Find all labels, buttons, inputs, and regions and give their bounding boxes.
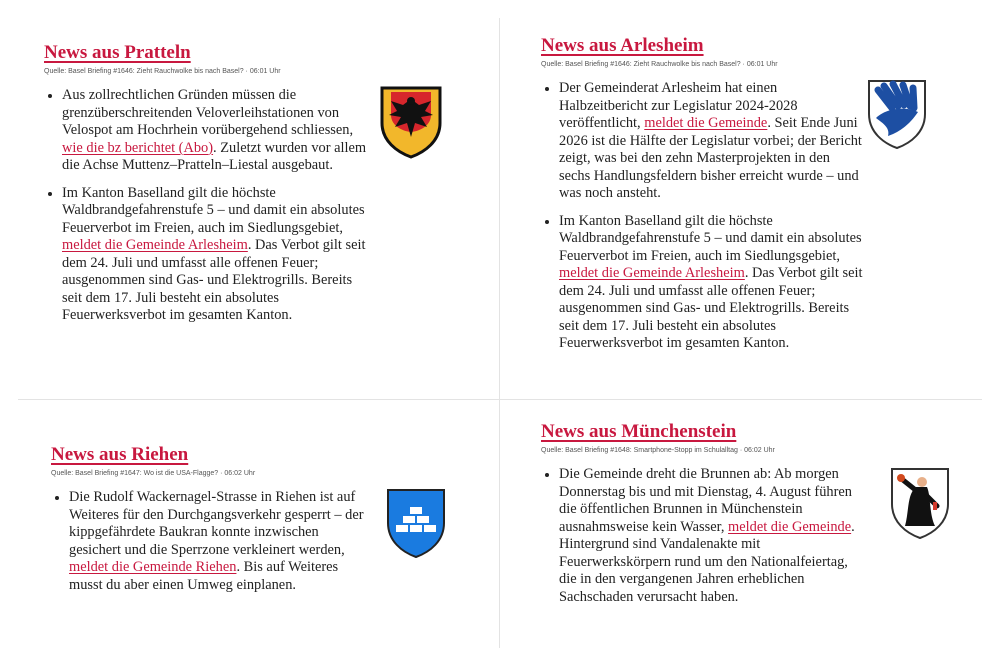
- riehen-crest-icon: [385, 487, 447, 559]
- source-link[interactable]: wie die bz berichtet (Abo): [62, 139, 214, 156]
- panel-title[interactable]: News aus Pratteln: [44, 42, 191, 63]
- panel-title[interactable]: News aus Arlesheim: [541, 35, 704, 56]
- horizontal-divider: [18, 399, 982, 400]
- news-item: [559, 80, 864, 203]
- news-text: Aus zollrechtlichen Gründen müssen die grenzüberschreitenden Veloverleihstationen von Velospot am Hochrhein vorübergehend schliessen,: [62, 87, 354, 138]
- news-item: [559, 466, 869, 606]
- source-line: Quelle: Basel Briefing #1647: Wo ist die USA-Flagge? · 06:02 Uhr: [51, 470, 256, 477]
- arlesheim-crest-icon: [866, 78, 928, 150]
- panel-title[interactable]: News aus Riehen: [51, 444, 189, 465]
- news-text: Im Kanton Baselland gilt die höchste Waldbrandgefahrenstufe 5 – und damit ein absolutes Feuerverbot im Freien, auch im Siedlungsgebiet,: [559, 212, 862, 264]
- source-line: Quelle: Basel Briefing #1646: Zieht Rauchwolke bis nach Basel? · 06:01 Uhr: [44, 68, 281, 75]
- source-link[interactable]: meldet die Gemeinde Arlesheim: [559, 265, 745, 281]
- news-text: Die Gemeinde dreht die Brunnen ab: Ab morgen Donnerstag bis und mit Dienstag, 4. August führen die öffentlichen Brunnen in Münchenstein ausnahmsweise kein Wasser,: [559, 466, 852, 535]
- news-text: . Das Verbot gilt seit dem 24. Juli und umfasst alle offenen Feuer; ausgenommen sind Gas- und Elektrogrills. Bereits seit dem 17. Juli besteht ein absolutes Feuerwerksverbot im gesamten Kanton.: [559, 265, 863, 351]
- news-text: . Seit Ende Juni 2026 ist die Hälfte der Legislatur vorbei; der Bericht zeigt, was bei den zehn Masterprojekten in den sechs Handlungsfeldern bisher erreicht wurde – und was noch ansteht.: [559, 115, 862, 201]
- news-text: . Das Verbot gilt seit dem 24. Juli und umfasst alle offenen Feuer; ausgenommen sind Gas- und Elektrogrills. Bereits seit dem 17. Juli besteht ein absolutes Feuerwerksverbot im gesamten Kanton.: [62, 237, 366, 323]
- source-line: Quelle: Basel Briefing #1646: Zieht Rauchwolke bis nach Basel? · 06:01 Uhr: [541, 61, 778, 68]
- news-list: [44, 87, 367, 325]
- news-text: . Hintergrund sind Vandalenakte mit Feuerwerkskörpern rund um den Nationalfeiertag, die in den vergangenen Jahren erheblichen Sachschaden verursacht haben.: [559, 518, 855, 605]
- source-link[interactable]: meldet die Gemeinde Riehen: [69, 559, 237, 575]
- news-list: [541, 466, 869, 606]
- news-text: Im Kanton Baselland gilt die höchste Waldbrandgefahrenstufe 5 – und damit ein absolutes Feuerverbot im Freien, auch im Siedlungsgebiet,: [62, 184, 365, 236]
- vertical-divider: [499, 18, 500, 648]
- news-item: [62, 87, 367, 175]
- news-text: Der Gemeinderat Arlesheim hat einen Halbzeitbericht zur Legislatur 2024-2028 veröffentlicht,: [559, 80, 798, 131]
- news-list: [541, 80, 864, 353]
- source-line: Quelle: Basel Briefing #1648: Smartphone-Stopp im Schulalltag · 06:02 Uhr: [541, 447, 775, 454]
- muenchenstein-crest-icon: [889, 466, 951, 540]
- source-link[interactable]: meldet die Gemeinde: [728, 518, 852, 535]
- source-link[interactable]: meldet die Gemeinde Arlesheim: [62, 237, 248, 253]
- panel-title[interactable]: News aus Münchenstein: [541, 421, 737, 442]
- news-item: [69, 489, 374, 594]
- news-text: Die Rudolf Wackernagel-Strasse in Riehen ist auf Weiteres für den Durchgangsverkehr gesperrt – der kippgefährdete Baukran konnte inzwischen gesichert und die Sperrzone verkleinert werden,: [69, 489, 364, 558]
- news-list: [51, 489, 374, 594]
- news-item: [559, 213, 864, 353]
- news-text: . Bis auf Weiteres musst du aber einen Umweg einplanen.: [69, 559, 339, 593]
- news-text: . Zuletzt wurden vor allem die Achse Muttenz–Pratteln–Liestal ausgebaut.: [62, 139, 367, 173]
- pratteln-crest-icon: [379, 85, 443, 159]
- news-item: [62, 185, 367, 325]
- source-link[interactable]: meldet die Gemeinde: [644, 115, 768, 131]
